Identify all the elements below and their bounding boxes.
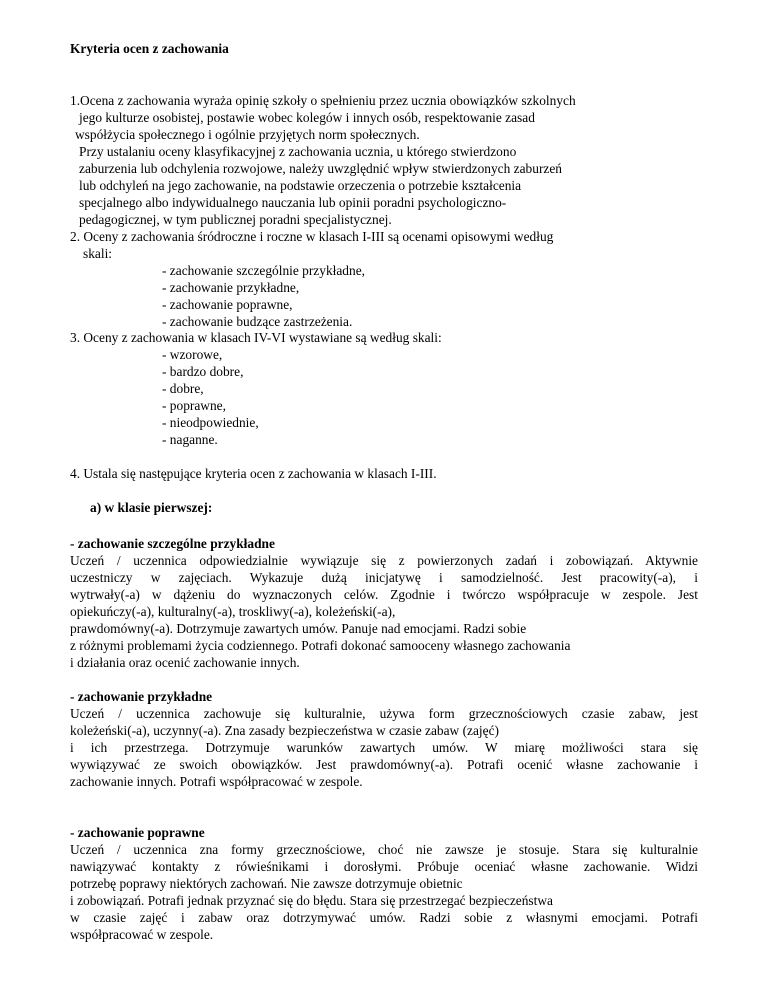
s3-line: nawiązywać kontakty z rówieśnikami i dorosłymi. Próbuje oceniać własne zachowanie. Widzi xyxy=(70,859,698,874)
p4: 4. Ustala się następujące kryteria ocen z zachowania w klasach I-III. xyxy=(70,466,437,481)
s3-line: w czasie zajęć i zabaw oraz dotrzymywać umów. Radzi sobie z własnymi emocjami. Potrafi xyxy=(70,910,698,925)
p1-line-3: współżycia społecznego i ogólnie przyjętych norm społecznych. xyxy=(75,127,420,142)
s1-line: i działania oraz ocenić zachowanie innych. xyxy=(70,655,300,670)
s3-line: współpracować w zespole. xyxy=(70,927,214,942)
s3-line: potrzebę poprawy niektórych zachowań. Nie zawsze dotrzymuje obietnic xyxy=(70,876,463,891)
s2-line: koleżeński(-a), uczynny(-a). Zna zasady bezpieczeństwa w czasie zabaw (zajęć) xyxy=(70,723,499,738)
s1-line: Uczeń / uczennica odpowiedzialnie wywiązuje się z powierzonych zadań i zobowiązań. Aktywnie xyxy=(70,553,698,568)
s3-heading: - zachowanie poprawne xyxy=(70,825,205,840)
scale2-item: - poprawne, xyxy=(162,398,226,413)
p1-line-1: 1.Ocena z zachowania wyraża opinię szkoły o spełnieniu przez ucznia obowiązków szkolnych xyxy=(70,93,576,108)
scale2-item: - bardzo dobre, xyxy=(162,364,244,379)
scale2-item: - naganne. xyxy=(162,432,218,447)
scale1-item: - zachowanie budzące zastrzeżenia. xyxy=(162,314,353,329)
subheading-first-class: a) w klasie pierwszej: xyxy=(90,500,213,515)
p1-line-6: lub odchyleń na jego zachowanie, na podstawie orzeczenia o potrzebie kształcenia xyxy=(79,178,522,193)
scale1-item: - zachowanie poprawne, xyxy=(162,297,293,312)
document-title: Kryteria ocen z zachowania xyxy=(70,41,229,56)
p1-line-2: jego kulturze osobistej, postawie wobec kolegów i innych osób, respektowanie zasad xyxy=(79,110,535,125)
scale2-item: - dobre, xyxy=(162,381,204,396)
s3-line: i zobowiązań. Potrafi jednak przyznać się do błędu. Stara się przestrzegać bezpieczeństwa xyxy=(70,893,553,908)
p1-line-4: Przy ustalaniu oceny klasyfikacyjnej z zachowania ucznia, u którego stwierdzono xyxy=(79,144,517,159)
s2-line: Uczeń / uczennica zachowuje się kulturalnie, używa form grzecznościowych czasie zabaw, jest xyxy=(70,706,698,721)
s2-line: i ich przestrzega. Dotrzymuje warunków zawartych umów. W miarę możliwości stara się xyxy=(70,740,698,755)
s2-line: wywiązywać ze swoich obowiązków. Jest prawdomówny(-a). Potrafi ocenić własne zachowanie i xyxy=(70,757,698,772)
p1-line-7: specjalnego albo indywidualnego nauczania lub opinii poradni psychologiczno- xyxy=(79,195,507,210)
s2-heading: - zachowanie przykładne xyxy=(70,689,213,704)
s1-line: wytrwały(-a) w dążeniu do wyznaczonych celów. Zgodnie i twórczo współpracuje w zespole. Jest xyxy=(70,587,698,602)
s3-line: Uczeń / uczennica zna formy grzecznościowe, choć nie zawsze je stosuje. Stara się kulturalnie xyxy=(70,842,698,857)
scale1-item: - zachowanie przykładne, xyxy=(162,280,300,295)
s2-line: zachowanie innych. Potrafi współpracować w zespole. xyxy=(70,774,363,789)
p1-line-5: zaburzenia lub odchylenia rozwojowe, należy uwzględnić wpływ stwierdzonych zaburzeń xyxy=(79,161,562,176)
scale1-item: - zachowanie szczególnie przykładne, xyxy=(162,263,365,278)
scale2-item: - wzorowe, xyxy=(162,347,223,362)
scale2-item: - nieodpowiednie, xyxy=(162,415,259,430)
p3: 3. Oceny z zachowania w klasach IV-VI wystawiane są według skali: xyxy=(70,330,442,345)
p2-line-2: skali: xyxy=(83,246,113,261)
s1-line: uczestniczy w zajęciach. Wykazuje dużą inicjatywę i samodzielność. Jest pracowity(-a), i xyxy=(70,570,698,585)
s1-line: prawdomówny(-a). Dotrzymuje zawartych umów. Panuje nad emocjami. Radzi sobie xyxy=(70,621,527,636)
s1-heading: - zachowanie szczególne przykładne xyxy=(70,536,275,551)
p2-line-1: 2. Oceny z zachowania śródroczne i roczne w klasach I-III są ocenami opisowymi według xyxy=(70,229,554,244)
p1-line-8: pedagogicznej, w tym publicznej poradni specjalistycznej. xyxy=(79,212,392,227)
s1-line: opiekuńczy(-a), kulturalny(-a), troskliwy(-a), koleżeński(-a), xyxy=(70,604,396,619)
s1-line: z różnymi problemami życia codziennego. Potrafi dokonać samooceny własnego zachowania xyxy=(70,638,571,653)
